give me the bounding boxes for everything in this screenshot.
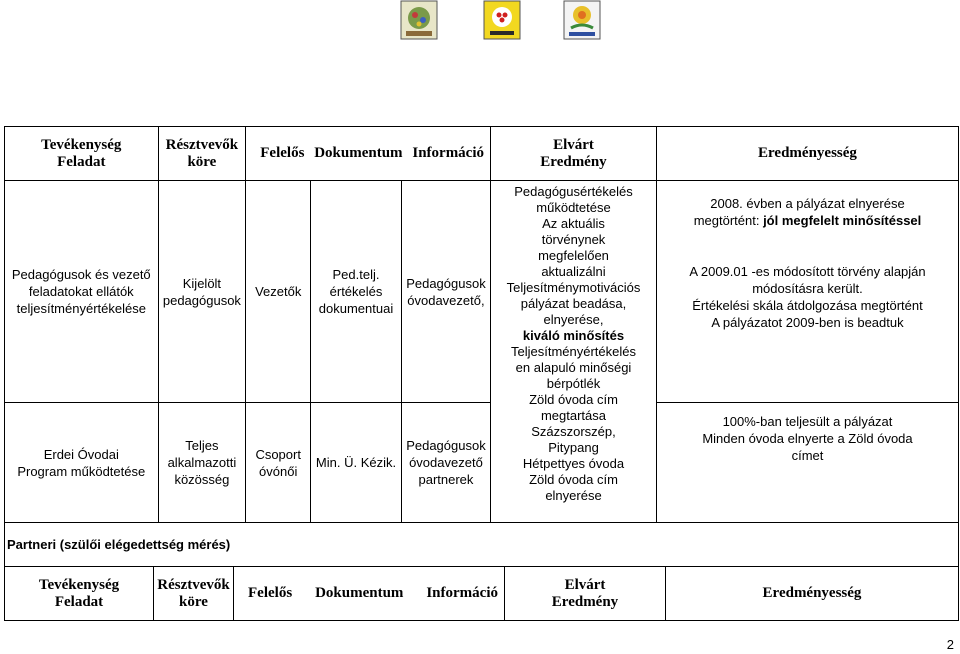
header-participants-line2: köre (179, 593, 208, 610)
header-activity-line1: Tevékenység (38, 576, 120, 593)
effectiveness-bold: jól megfelelt minősítéssel (763, 213, 922, 228)
row2-information-line: óvodavezető (409, 455, 483, 470)
row1-activity-line: Pedagógusok és vezető (11, 267, 151, 282)
header-participants-line1: Résztvevők (165, 136, 239, 153)
expected-line: Az aktuális (542, 216, 605, 231)
kindergarten-logo-middle (483, 0, 521, 40)
table-row (5, 403, 959, 523)
header-information: Információ (412, 145, 485, 161)
row1-information (401, 181, 490, 403)
expected-line: bérpótlék (546, 376, 601, 391)
expected-line: elnyerése, (543, 312, 604, 327)
header-document: Dokumentum (315, 585, 404, 601)
expected-line: elnyerése (545, 488, 602, 503)
expected-line: aktualizálni (541, 264, 606, 279)
effectiveness-line: 2008. évben a pályázat elnyerése (710, 196, 905, 211)
row1-activity-line: teljesítményértékelése (16, 301, 146, 316)
expected-line: Teljesítményértékelés (511, 344, 636, 359)
row2-responsible (246, 403, 311, 523)
activity-table (4, 126, 959, 567)
row2-activity (5, 403, 159, 523)
effectiveness-line: Értékelési skála átdolgozása megtörtént (692, 298, 923, 313)
effectiveness-line: címet (791, 448, 824, 463)
row2-participants-line: alkalmazotti (167, 455, 237, 470)
section-title: Partneri (szülői elégedettség mérés) (5, 523, 959, 567)
effectiveness-line: A pályázatot 2009-ben is beadtuk (711, 315, 904, 330)
row1-information-line: Pedagógusok (406, 275, 486, 291)
kindergarten-logo-right (563, 0, 601, 40)
header-information: Információ (426, 585, 498, 601)
expected-line: Zöld óvoda cím (529, 472, 618, 487)
row1-effectiveness (656, 181, 958, 403)
header-activity (5, 567, 154, 621)
effectiveness-line: A 2009.01 -es módosított törvény alapján (689, 264, 926, 279)
header-merged (246, 127, 491, 181)
effectiveness-plain: megtörtént: (693, 213, 764, 228)
row2-participants-line: Teljes (185, 438, 219, 453)
header-effectiveness: Eredményesség (656, 127, 958, 181)
header-expected-result (505, 567, 666, 621)
kindergarten-logo-left (400, 0, 438, 40)
effectiveness-line: 100%-ban teljesült a pályázat (722, 414, 893, 429)
header-activity-line2: Feladat (54, 593, 104, 610)
header-left-title (14, 2, 204, 38)
header-expected-line1: Elvárt (564, 576, 606, 593)
expected-line: en alapuló minőségi (515, 360, 632, 375)
header-left-line1: Pásztó Város Önkormányzat (23, 3, 195, 19)
effectiveness-line (660, 212, 955, 229)
expected-line: Pitypang (548, 440, 599, 455)
header-effectiveness: Eredményesség (666, 567, 959, 621)
expected-line: Százszorszép, (531, 424, 616, 439)
section-title-row (5, 523, 959, 567)
expected-line: pályázat beadása, (520, 296, 627, 311)
header-document: Dokumentum (314, 145, 403, 161)
expected-line: működtetése (536, 200, 611, 215)
row1-document (311, 181, 402, 403)
row2-information-line: partnerek (418, 472, 474, 487)
row2-participants-line: közösség (174, 472, 230, 487)
expected-line: Hétpettyes óvoda (522, 456, 625, 471)
row1-participants-line: pedagógusok (162, 292, 241, 308)
expected-line: Teljesítménymotivációs (506, 280, 641, 295)
header-participants-line2: köre (187, 153, 217, 170)
row2-responsible-line: Csoport (255, 446, 301, 462)
header-right-line2: rendszer (850, 21, 902, 37)
header-expected-line1: Elvárt (553, 136, 594, 153)
row2-information (401, 403, 490, 523)
header-participants-line1: Résztvevők (157, 576, 230, 593)
row1-activity-line: feladatokat ellátók (28, 284, 134, 299)
header-left-line2: Óvodája (83, 21, 135, 37)
expected-line: kiváló minősítés (522, 328, 625, 343)
expected-line: megfelelően (538, 248, 609, 263)
row2-activity-line: Erdei Óvodai (43, 446, 119, 462)
header-participants (158, 127, 246, 181)
effectiveness-line: módosításra került. (752, 281, 863, 296)
table-header-row (5, 127, 959, 181)
row1-document-line: dokumentuai (318, 301, 394, 316)
expected-line: megtartása (540, 408, 607, 423)
expected-result-cell (491, 181, 657, 523)
table-header-row (5, 567, 959, 621)
row2-participants (158, 403, 246, 523)
header-activity-line2: Feladat (57, 153, 106, 170)
header-responsible: Felelős (260, 145, 305, 161)
row2-activity-line: Program működtetése (17, 463, 146, 479)
row1-information-line: óvodavezető, (407, 292, 485, 308)
header-expected-line2: Eredmény (540, 153, 607, 170)
header-participants (154, 567, 234, 621)
partner-table (4, 566, 959, 621)
row1-participants (158, 181, 246, 403)
effectiveness-line: Minden óvoda elnyerte a Zöld óvoda (702, 431, 913, 446)
table-row (5, 181, 959, 403)
row2-responsible-line: óvónői (259, 463, 298, 479)
row1-activity (5, 181, 159, 403)
row1-participants-line: Kijelölt (182, 275, 222, 291)
row1-document-line: értékelés (329, 284, 383, 299)
header-expected-line2: Eredmény (551, 593, 619, 610)
expected-line: Pedagógusértékelés (514, 184, 633, 199)
header-activity (5, 127, 159, 181)
expected-line: Zöld óvoda cím (529, 392, 618, 407)
row2-document: Min. Ü. Kézik. (311, 403, 402, 523)
expected-line: törvénynek (541, 232, 606, 247)
page-number: 2 (946, 637, 954, 652)
row2-effectiveness (656, 403, 958, 523)
row1-responsible: Vezetők (246, 181, 311, 403)
row2-information-line: Pedagógusok (406, 438, 486, 453)
header-right-title (806, 2, 946, 38)
header-responsible: Felelős (248, 585, 293, 601)
header-expected-result (491, 127, 657, 181)
row1-document-line: Ped.telj. (332, 267, 380, 282)
header-right-line1: Minőségfejlesztési (819, 3, 933, 19)
header-activity-line1: Tevékenység (41, 136, 122, 153)
header-merged (234, 567, 505, 621)
